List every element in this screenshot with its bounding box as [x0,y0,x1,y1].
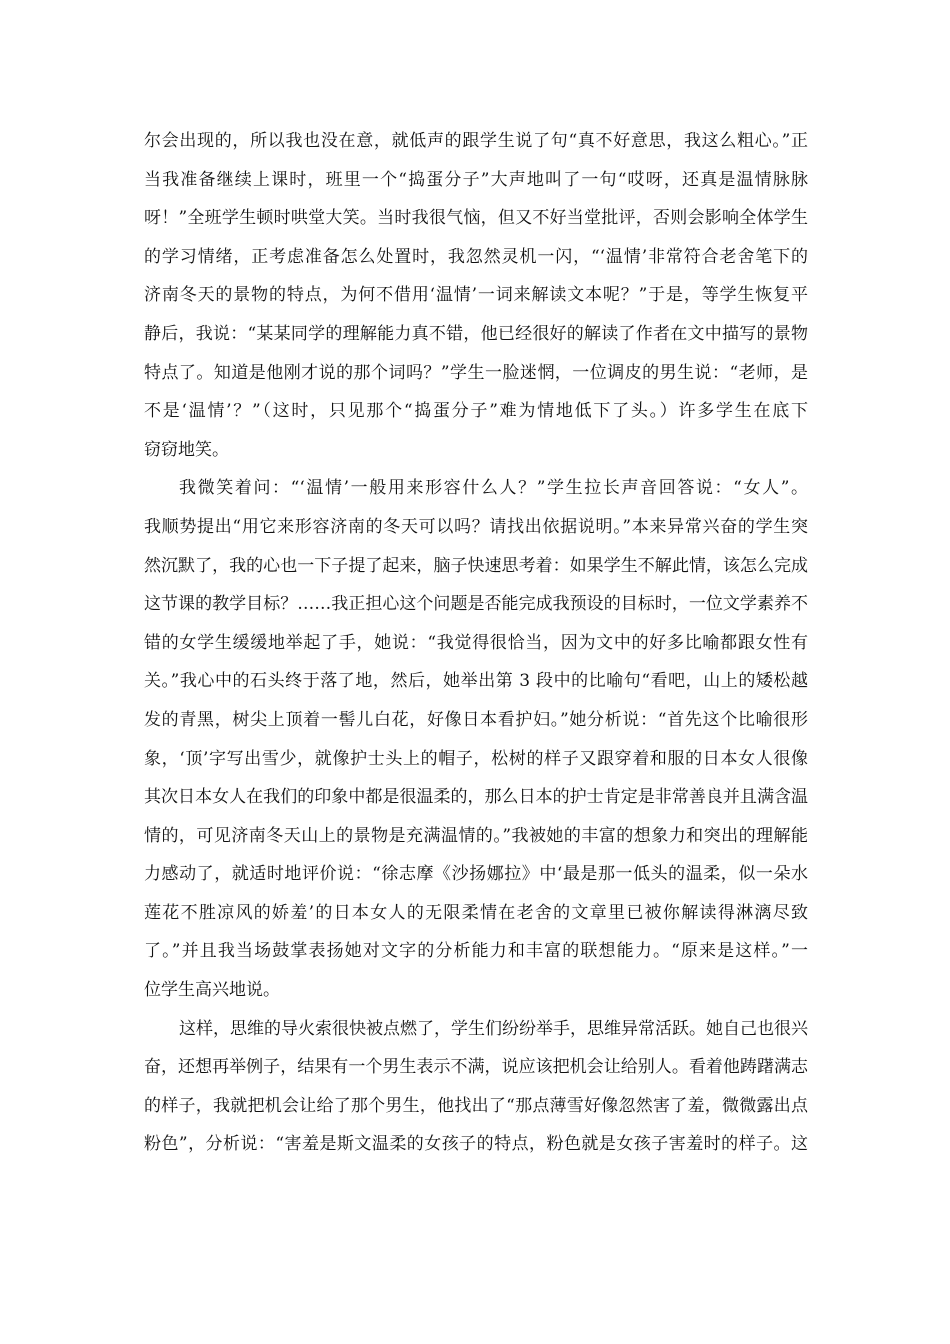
text-line: 然沉默了，我的心也一下子提了起来，脑子快速思考着：如果学生不解此情，该怎么完成 [144,555,808,576]
text-line: 呀！”全班学生顿时哄堂大笑。当时我很气恼，但又不好当堂批评，否则会影响全体学生 [144,208,808,229]
text-line: 窃窃地笑。 [144,439,229,460]
document-body [144,122,808,1164]
text-line: 粉色”，分析说：“害羞是斯文温柔的女孩子的特点，粉色就是女孩子害羞时的样子。这 [144,1134,808,1155]
text-line: 其次日本女人在我们的印象中都是很温柔的，那么日本的护士肯定是非常善良并且满含温 [144,787,808,808]
text-line: 发的青黑，树尖上顶着一髻儿白花，好像日本看护妇。”她分析说：“首先这个比喻很形 [144,709,808,730]
text-line: 我微笑着问：“‘温情’一般用来形容什么人？”学生拉长声音回答说：“女人”。 [179,478,808,499]
text-line: 我顺势提出“用它来形容济南的冬天可以吗？请找出依据说明。”本来异常兴奋的学生突 [144,516,808,537]
text-line: 不是‘温情’？”（这时，只见那个“捣蛋分子”难为情地低下了头。）许多学生在底下 [144,401,808,422]
text-line: 奋，还想再举例子，结果有一个男生表示不满，说应该把机会让给别人。看着他踌躇满志 [144,1057,808,1078]
paragraph [144,1010,808,1164]
text-line: 尔会出现的，所以我也没在意，就低声的跟学生说了句“真不好意思，我这么粗心。”正 [144,131,808,151]
text-line: 了。”并且我当场鼓掌表扬她对文字的分析能力和丰富的联想能力。“原来是这样。”一 [144,941,808,962]
paragraph [144,122,808,469]
paragraph [144,469,808,1009]
text-line: 莲花不胜凉风的娇羞’的日本女人的无限柔情在老舍的文章里已被你解读得淋漓尽致 [144,902,808,923]
text-line: 的样子，我就把机会让给了那个男生，他找出了“那点薄雪好像忽然害了羞，微微露出点 [144,1095,808,1116]
text-line: 当我准备继续上课时，班里一个“捣蛋分子”大声地叫了一句“哎呀，还真是温情脉脉 [144,169,808,190]
text-line: 位学生高兴地说。 [144,980,280,1001]
text-line: 象，‘顶’字写出雪少，就像护士头上的帽子，松树的样子又跟穿着和服的日本女人很像 [144,748,808,769]
text-line: 这样，思维的导火索很快被点燃了，学生们纷纷举手，思维异常活跃。她自己也很兴 [179,1018,808,1039]
text-line: 特点了。知道是他刚才说的那个词吗？”学生一脸迷惘，一位调皮的男生说：“老师，是 [144,362,808,383]
text-line: 关。”我心中的石头终于落了地，然后，她举出第 3 段中的比喻句“看吧，山上的矮松越 [144,671,808,692]
text-line: 错的女学生缓缓地举起了手，她说：“我觉得很恰当，因为文中的好多比喻都跟女性有 [144,632,808,653]
text-line: 这节课的教学目标？……我正担心这个问题是否能完成我预设的目标时，一位文学素养不 [144,594,808,615]
text-line: 静后，我说：“某某同学的理解能力真不错，他已经很好的解读了作者在文中描写的景物 [144,323,808,344]
text-line: 力感动了，就适时地评价说：“徐志摩《沙扬娜拉》中‘最是那一低头的温柔，似一朵水 [144,864,808,885]
text-line: 济南冬天的景物的特点，为何不借用‘温情’一词来解读文本呢？”于是，等学生恢复平 [144,285,808,306]
text-line: 的学习情绪，正考虑准备怎么处置时，我忽然灵机一闪，“‘温情’非常符合老舍笔下的 [144,246,808,267]
text-line: 情的，可见济南冬天山上的景物是充满温情的。”我被她的丰富的想象力和突出的理解能 [144,825,808,846]
